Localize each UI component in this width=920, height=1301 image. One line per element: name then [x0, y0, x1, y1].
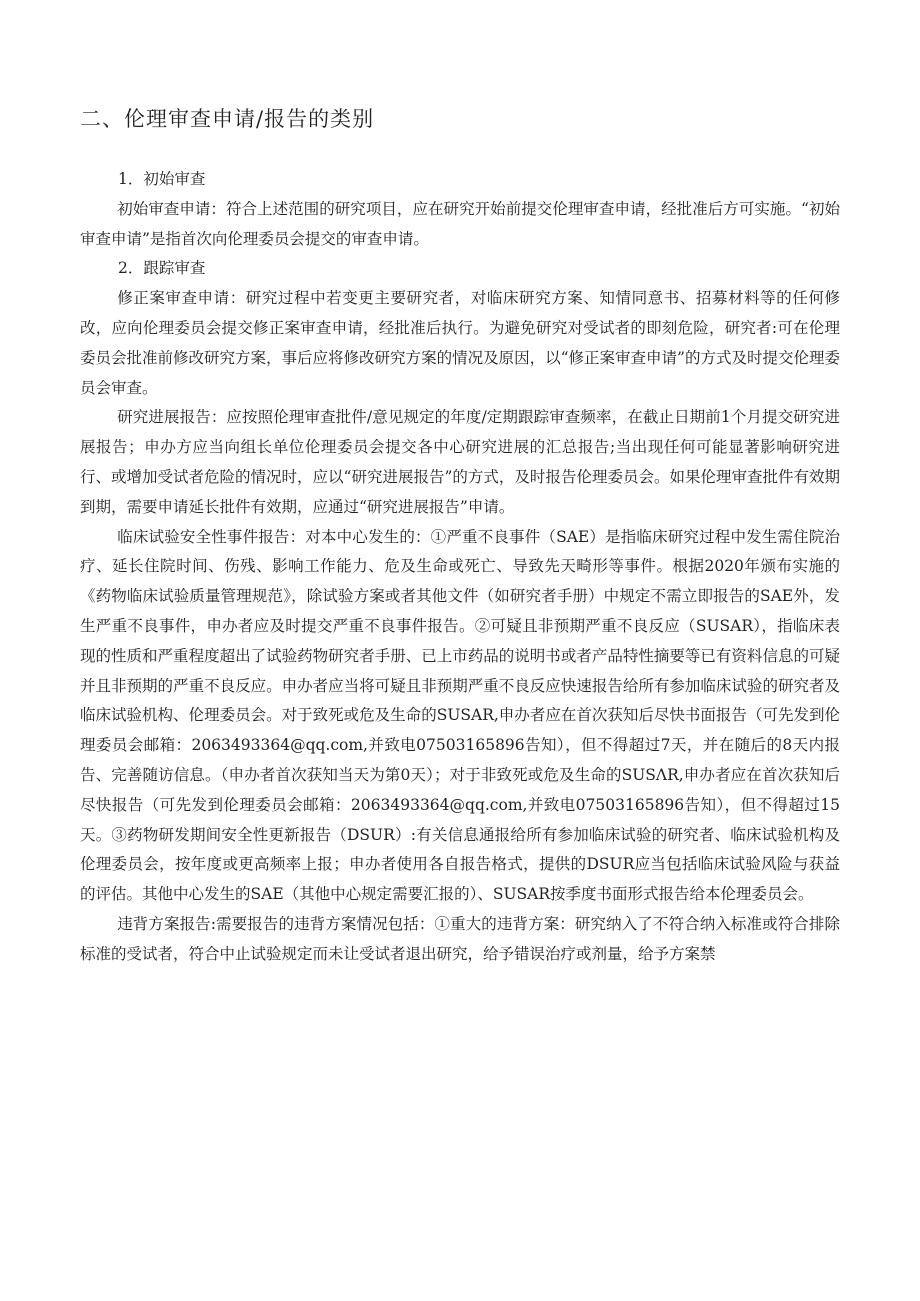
paragraph-progress-report: 研究进展报告：应按照伦理审查批件/意见规定的年度/定期跟踪审查频率，在截止日期前1个月提交研究进展报告；申办方应当向组长单位伦理委员会提交各中心研究进展的汇总报告;当出现任何可能显著影响研究进行、或增加受试者危险的情况时，应以“研究进展报告”的方式，及时报告伦理委员会。如果伦理审查批件有效期到期，需要申请延长批件有效期，应通过“研究进展报告”申请。: [80, 408, 840, 516]
paragraph-amendment-review: 修正案审查申请：研究过程中若变更主要研究者，对临床研究方案、知情同意书、招募材料等的任何修改，应向伦理委员会提交修正案审查申请，经批准后执行。为避免研究对受试者的即刻危险，研究者:可在伦理委员会批准前修改研究方案，事后应将修改研究方案的情况及原因，以“修正案审查申请”的方式及时提交伦理委员会审查。: [80, 289, 840, 397]
subsection-heading-initial-review: 1．初始审查: [118, 170, 206, 188]
document-body: [80, 165, 840, 970]
section-title: 二、伦理审查申请/报告的类别: [80, 107, 375, 131]
paragraph-protocol-deviation-report: 违背方案报告:需要报告的违背方案情况包括：①重大的违背方案：研究纳入了不符合纳入标准或符合排除标准的受试者，符合中止试验规定而未让受试者退出研究，给予错误治疗或剂量，给予方案禁: [80, 914, 840, 963]
paragraph-safety-event-report: 临床试验安全性事件报告：对本中心发生的：①严重不良事件（SAE）是指临床研究过程中发生需住院治疗、延长住院时间、伤残、影响工作能力、危及生命或死亡、导致先天畸形等事件。根据2020年颁布实施的《药物临床试验质量管理规范》，除试验方案或者其他文件（如研究者手册）中规定不需立即报告的SAE外，发生严重不良事件，申办者应及时提交严重不良事件报告。②可疑且非预期严重不良反应（SUSAR），指临床表现的性质和严重程度超出了试验药物研究者手册、已上市药品的说明书或者产品特性摘要等已有资料信息的可疑并且非预期的严重不良反应。申办者应当将可疑且非预期严重不良反应快速报告给所有参加临床试验的研究者及临床试验机构、伦理委员会。对于致死或危及生命的SUSAR,申办者应在首次获知后尽快书面报告（可先发到伦理委员会邮箱：2063493364@qq.com,并致电07503165896告知），但不得超过7天，并在随后的8天内报告、完善随访信息。（申办者首次获知当天为第0天）；对于非致死或危及生命的SUSΛR,申办者应在首次获知后尽快报告（可先发到伦理委员会邮箱：2063493364@qq.com,并致电07503165896告知），但不得超过15天。③药物研发期间安全性更新报告（DSUR）:有关信息通报给所有参加临床试验的研究者、临床试验机构及伦理委员会，按年度或更高频率上报；申办者使用各自报告格式，提供的DSUR应当包括临床试验风险与获益的评估。其他中心发生的SAE（其他中心规定需要汇报的）、SUSAR按季度书面形式报告给本伦理委员会。: [80, 527, 840, 904]
paragraph-initial-review-application: 初始审查申请：符合上述范围的研究项目，应在研究开始前提交伦理审查申请，经批准后方可实施。“初始审查申请”是指首次向伦理委员会提交的审查申请。: [80, 199, 840, 248]
subsection-heading-tracking-review: 2．跟踪审查: [118, 259, 206, 278]
